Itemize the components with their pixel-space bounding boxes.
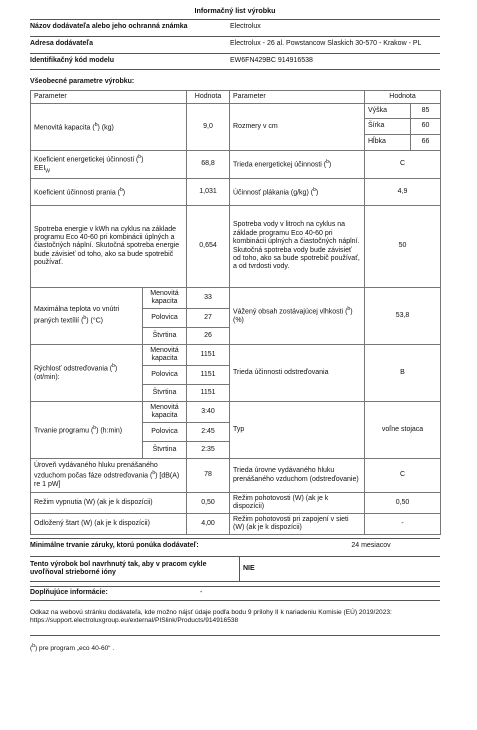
moisture-value: 53,8: [365, 288, 441, 345]
spin-half-value: 1151: [187, 366, 230, 385]
spin-class-label: Trieda účinnosti odstreďovania: [230, 345, 365, 402]
footnote: ($^b$) pre program „eco 40-60“ .: [30, 643, 115, 653]
delay-start-value: 4,00: [187, 514, 230, 535]
moisture-label: Vážený obsah zostávajúcej vlhkosti ($^b$) (%): [230, 288, 365, 345]
temp-rated-capacity-label: Menovitá kapacita: [143, 288, 187, 309]
sheet-title: Informačný list výrobku: [194, 6, 276, 15]
network-standby-value: -: [365, 514, 441, 535]
temp-quarter-label: Štvrtina: [143, 328, 187, 345]
supplier-address-label: Adresa dodávateľa: [30, 40, 93, 47]
water-consumption-label: Spotreba vody v litroch na cyklus na základe programu Eco 40-60 pri kombinácii úplných a čiastočných náplní. Skutočná spotreba vody bude závisieť od toho, ako sa bude spotrebič používať, a od tvrdosti vody.: [230, 206, 365, 288]
spin-quarter-value: 1151: [187, 385, 230, 402]
noise-value: 78: [187, 459, 230, 493]
water-consumption-value: 50: [365, 206, 441, 288]
warranty-value: 24 mesiacov: [351, 541, 391, 549]
supplier-name-row: [30, 19, 440, 36]
standby-label: Režim pohotovosti (W) (ak je k dispozícii): [230, 493, 365, 514]
model-row: [30, 53, 440, 70]
model-value: EW6FN429BC 914916538: [230, 57, 313, 64]
header-value-right: Hodnota: [365, 91, 441, 104]
duration-half-value: 2:45: [187, 423, 230, 442]
wash-efficiency-value: 1,031: [187, 179, 230, 206]
energy-consumption-label: Spotreba energie v kWh na cyklus na základe programu Eco 40-60 pri kombinácii úplných a čiastočných náplní. Skutočná spotreba energie bude závisieť od toho, ako sa bude spotrebič používať.: [31, 206, 187, 288]
max-temperature-label: Maximálna teplota vo vnútri praných textílií ($^b$) (°C): [31, 288, 143, 345]
energy-consumption-value: 0,654: [187, 206, 230, 288]
energy-class-value: C: [365, 151, 441, 179]
temp-half-value: 27: [187, 309, 230, 328]
rinse-value: 4,9: [365, 179, 441, 206]
product-information-sheet: [30, 0, 440, 653]
table-header-row: [31, 91, 441, 104]
network-standby-label: Režim pohotovosti pri zapojení v sieti (W) (ak je k dispozícii): [230, 514, 365, 535]
delay-start-label: Odložený štart (W) (ak je k dispozícii): [31, 514, 187, 535]
silver-ions-value: NIE: [239, 557, 440, 581]
spin-class-value: B: [365, 345, 441, 402]
duration-rated-capacity-value: 3:40: [187, 402, 230, 423]
header-parameter-left: Parameter: [31, 91, 187, 104]
silver-ions-row: [30, 556, 440, 582]
eei-value: 68,8: [187, 151, 230, 179]
supplier-name-value: Electrolux: [230, 23, 261, 30]
spin-half-label: Polovica: [143, 366, 187, 385]
temp-half-label: Polovica: [143, 309, 187, 328]
warranty-label: Minimálne trvanie záruky, ktorú ponúka dodávateľ:: [30, 541, 199, 549]
header-parameter-right: Parameter: [230, 91, 365, 104]
supplier-address-value: Electrolux - 26 al. Powstancow Slaskich 30-570 - Krakow - PL: [230, 40, 422, 47]
spin-speed-label: Rýchlosť odstreďovania ($^b$) (ot/min):: [31, 345, 143, 402]
height-value: 85: [411, 104, 441, 119]
spin-quarter-label: Štvrtina: [143, 385, 187, 402]
type-value: voľne stojaca: [365, 402, 441, 459]
noise-label: Úroveň vydávaného hluku prenášaného vzduchom počas fáze odstreďovania ($^b$) [dB(A) re 1 pW]: [31, 459, 187, 493]
duration-rated-capacity-label: Menovitá kapacita: [143, 402, 187, 423]
dimensions-label: Rozmery v cm: [230, 104, 365, 151]
height-label: Výška: [365, 104, 411, 119]
type-label: Typ: [230, 402, 365, 459]
eei-label: Koeficient energetickej účinnosti ($^b$) $EEI_W$: [31, 151, 187, 179]
temp-quarter-value: 26: [187, 328, 230, 345]
off-mode-label: Režim vypnutia (W) (ak je k dispozícii): [31, 493, 187, 514]
wash-efficiency-label: Koeficient účinnosti prania ($^b$): [31, 179, 187, 206]
rinse-label: Účinnosť plákania (g/kg) ($^b$): [230, 179, 365, 206]
model-label: Identifikačný kód modelu: [30, 57, 115, 64]
off-mode-value: 0,50: [187, 493, 230, 514]
duration-quarter-value: 2:35: [187, 442, 230, 459]
duration-half-label: Polovica: [143, 423, 187, 442]
width-label: Šírka: [365, 119, 411, 135]
warranty-row: [30, 538, 440, 553]
spin-rated-capacity-value: 1151: [187, 345, 230, 366]
depth-label: Hĺbka: [365, 135, 411, 151]
parameters-table: [30, 90, 441, 535]
general-parameters-heading: Všeobecné parametre výrobku:: [30, 78, 135, 85]
silver-ions-label: Tento výrobok bol navrhnutý tak, aby v pracom cykle uvoľňoval strieborné ióny: [30, 560, 207, 576]
capacity-label: Menovitá kapacita ($^b$) (kg): [31, 104, 187, 151]
spin-rated-capacity-label: Menovitá kapacita: [143, 345, 187, 366]
temp-rated-capacity-value: 33: [187, 288, 230, 309]
supplier-address-row: [30, 36, 440, 53]
header-value-left: Hodnota: [187, 91, 230, 104]
depth-value: 66: [411, 135, 441, 151]
program-duration-label: Trvanie programu ($^b$) (h:min): [31, 402, 143, 459]
supplier-name-label: Názov dodávateľa alebo jeho ochranná známka: [30, 23, 188, 30]
standby-value: 0,50: [365, 493, 441, 514]
capacity-value: 9,0: [187, 104, 230, 151]
supplier-website-note: Odkaz na webovú stránku dodávateľa, kde možno nájsť údaje podľa bodu 9 prílohy II k nariadeniu Komisie (EÚ) 2019/2023: https://support.electroluxgroup.eu/external/PISlink/Products/914916538: [30, 601, 440, 636]
energy-class-label: Trieda energetickej účinnosti ($^b$): [230, 151, 365, 179]
additional-info-label: Doplňujúce informácie:: [30, 589, 108, 597]
additional-info-value: -: [200, 589, 203, 597]
duration-quarter-label: Štvrtina: [143, 442, 187, 459]
noise-class-label: Trieda úrovne vydávaného hluku prenášaného vzduchom (odstreďovanie): [230, 459, 365, 493]
additional-info-row: [30, 586, 440, 601]
width-value: 60: [411, 119, 441, 135]
noise-class-value: C: [365, 459, 441, 493]
